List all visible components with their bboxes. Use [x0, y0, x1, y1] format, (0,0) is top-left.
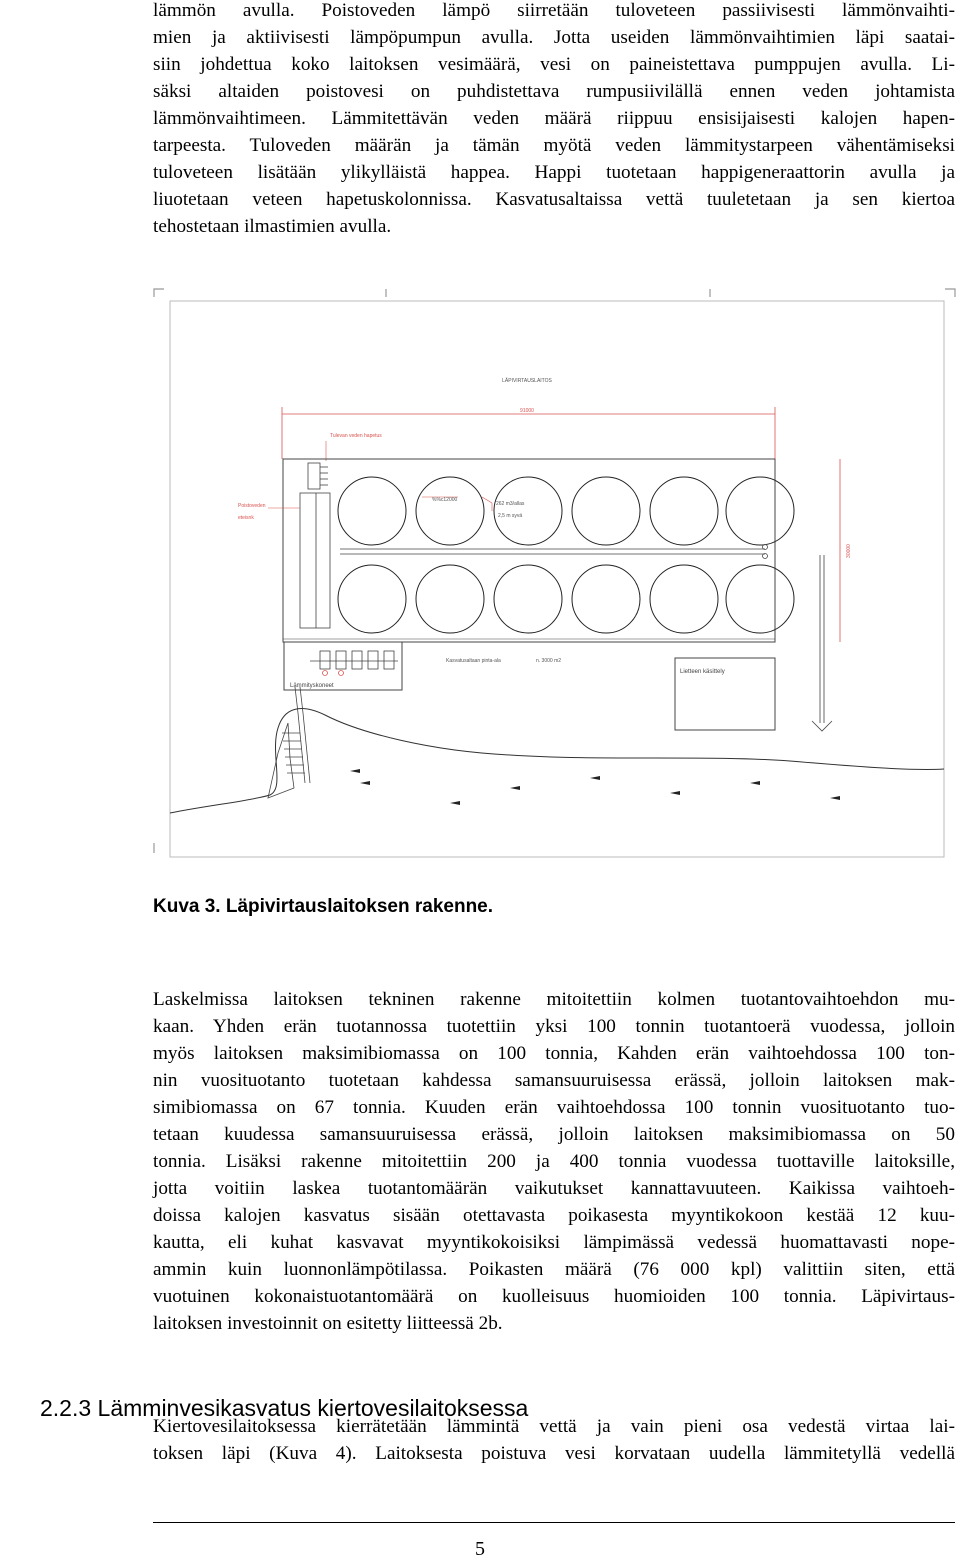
tank: [726, 477, 794, 545]
page-number: 5: [475, 1538, 485, 1560]
tank-depth-label: 2,5 m syvä: [498, 513, 523, 519]
text-line: toksen läpi (Kuva 4). Laitoksesta poistuva vesi korvataan uudella lämmitetyllä vedellä: [153, 1443, 955, 1464]
text-line: lämmönvaihtimeen. Lämmitettävän veden määrä riippuu ensisijaisesti kalojen hapen-: [153, 108, 955, 129]
text-line: säksi altaiden poistovesi on puhdistettava rumpusiivilällä ennen veden johtamista: [153, 81, 955, 102]
tank: [650, 477, 718, 545]
text-line: kautta, eli kuhat kasvavat myyntikokoisiksi lämpimässä vedessä huomattavasti nope-: [153, 1232, 955, 1253]
tank: [494, 565, 562, 633]
text-line: jotta voitiin laskea tuotantomäärän vaikutukset kannattavuuteen. Kaikissa vaihtoeh-: [153, 1178, 955, 1199]
text-line: nin vuosituotanto tuotetaan kahdessa samansuuruisessa erässä, jolloin laitoksen mak-: [153, 1070, 955, 1091]
text-line: kaan. Yhden erän tuotannossa tuotettiin yksi 100 tonnin tuotantoerä vuodessa, jolloin: [153, 1016, 955, 1037]
text-line: vuotuinen kokonaistuotantomäärä on kuolleisuus huomioiden 100 tonnia. Läpivirtaus-: [153, 1286, 955, 1307]
text-line: siin johdettua koko laitoksen vesimäärä, vesi on paineistettava pumppujen avulla. Li-: [153, 54, 955, 75]
main-hall: [283, 459, 775, 642]
tank: [726, 565, 794, 633]
tank: [338, 565, 406, 633]
paragraph-middle: [153, 986, 955, 1337]
facility-layout-drawing: [150, 283, 960, 858]
text-line: laitoksen investoinnit on esitetty liitteessä 2b.: [153, 1313, 503, 1334]
figure-caption: Kuva 3. Läpivirtauslaitoksen rakenne.: [153, 896, 494, 917]
text-line: tarpeesta. Tuloveden määrän ja tämän myötä veden lämmitystarpeen vähentämiseksi: [153, 135, 955, 156]
tank: [650, 565, 718, 633]
discharge-pipe: [812, 555, 832, 731]
width-dimension-label: 91000: [520, 408, 534, 414]
tank: [572, 477, 640, 545]
drawing-title: LÄPIVIRTAUSLAITOS: [502, 378, 552, 384]
drawing-frame: [170, 301, 944, 857]
section-heading: 2.2.3 Lämminvesikasvatus kiertovesilaitoksessa: [40, 1395, 529, 1421]
crop-marks: [154, 289, 955, 853]
shoreline: [170, 709, 944, 813]
text-line: doissa kalojen kasvatus sisään otettavasta poikasesta myyntikokoon kestää 12 kuu-: [153, 1205, 955, 1226]
text-line: tuloveteen lisätään ylikylläistä happea. Happi tuotetaan happigeneraattorin avulla ja: [153, 162, 955, 183]
paragraph-bottom: [153, 1413, 955, 1467]
central-channel: [340, 545, 768, 559]
area-label: Kasvatusaltaan pinta-ala: [446, 658, 501, 664]
outlet-label: Poistoveden: [238, 503, 266, 509]
heating-label: Lämmityskoneet: [290, 683, 334, 689]
text-line: tonnia. Lisäksi rakenne mitoitettiin 200 ja 400 tonnia vuodessa tuottaville laitoksille,: [153, 1151, 955, 1172]
area-value: n. 3000 m2: [536, 658, 562, 664]
tank-volume-label: 262 m3/allas: [496, 501, 525, 507]
tank-row-bottom: [338, 565, 794, 633]
text-line: ammin kuin luonnonlämpötilassa. Poikasten määrä (76 000 kpl) valittiin siten, että: [153, 1259, 955, 1280]
text-line: Laskelmissa laitoksen tekninen rakenne mitoitettiin kolmen tuotantovaihtoehdon mu-: [153, 989, 955, 1010]
height-dimension-label: 30000: [846, 544, 852, 558]
tank: [338, 477, 406, 545]
tank: [416, 565, 484, 633]
outlet-label-2: eteisnk: [238, 515, 254, 521]
inlet-label: Tulevan veden hapetus: [330, 433, 382, 439]
text-line: tehostetaan ilmastimien avulla.: [153, 216, 392, 237]
heat-pump-symbols: [323, 671, 344, 676]
inlet-pipes: [300, 463, 330, 628]
tank: [494, 477, 562, 545]
sludge-label: Lietteen käsittely: [680, 669, 725, 675]
heat-exchangers: [310, 651, 398, 669]
paragraph-top: [153, 0, 955, 240]
footer-rule: [153, 1522, 955, 1523]
tank-row-top: [338, 477, 794, 545]
text-line: simibiomassa on 67 tonnia. Kuuden erän vaihtoehdossa 100 tonnin vuosituotanto tuo-: [153, 1097, 955, 1118]
tank-diameter-label: %%c12000: [432, 497, 458, 503]
text-line: mien ja aktiivisesti lämpöpumpun avulla. Jotta useiden lämmönvaihtimien läpi saatai-: [153, 27, 955, 48]
text-line: lämmön avulla. Poistoveden lämpö siirretään tuloveteen passiivisesti lämmönvaihti-: [153, 0, 955, 21]
text-line: tetaan kuudessa samansuuruisessa erässä, jolloin laitoksen maksimibiomassa on 50: [153, 1124, 955, 1145]
intake-structure: [268, 687, 310, 798]
text-line: myös laitoksen maksimibiomassa on 100 tonnia, Kahden erän vaihtoehdossa 100 ton-: [153, 1043, 955, 1064]
tank: [416, 477, 484, 545]
water-flow-arrows: [350, 769, 840, 805]
text-line: Kiertovesilaitoksessa kierrätetään lämmintä vettä ja vain pieni osa vedestä virtaa lai-: [153, 1416, 955, 1437]
text-line: liuotetaan veteen hapetuskolonnissa. Kasvatusaltaissa vettä tuuletetaan ja sen kiertoa: [153, 189, 955, 210]
tank: [572, 565, 640, 633]
